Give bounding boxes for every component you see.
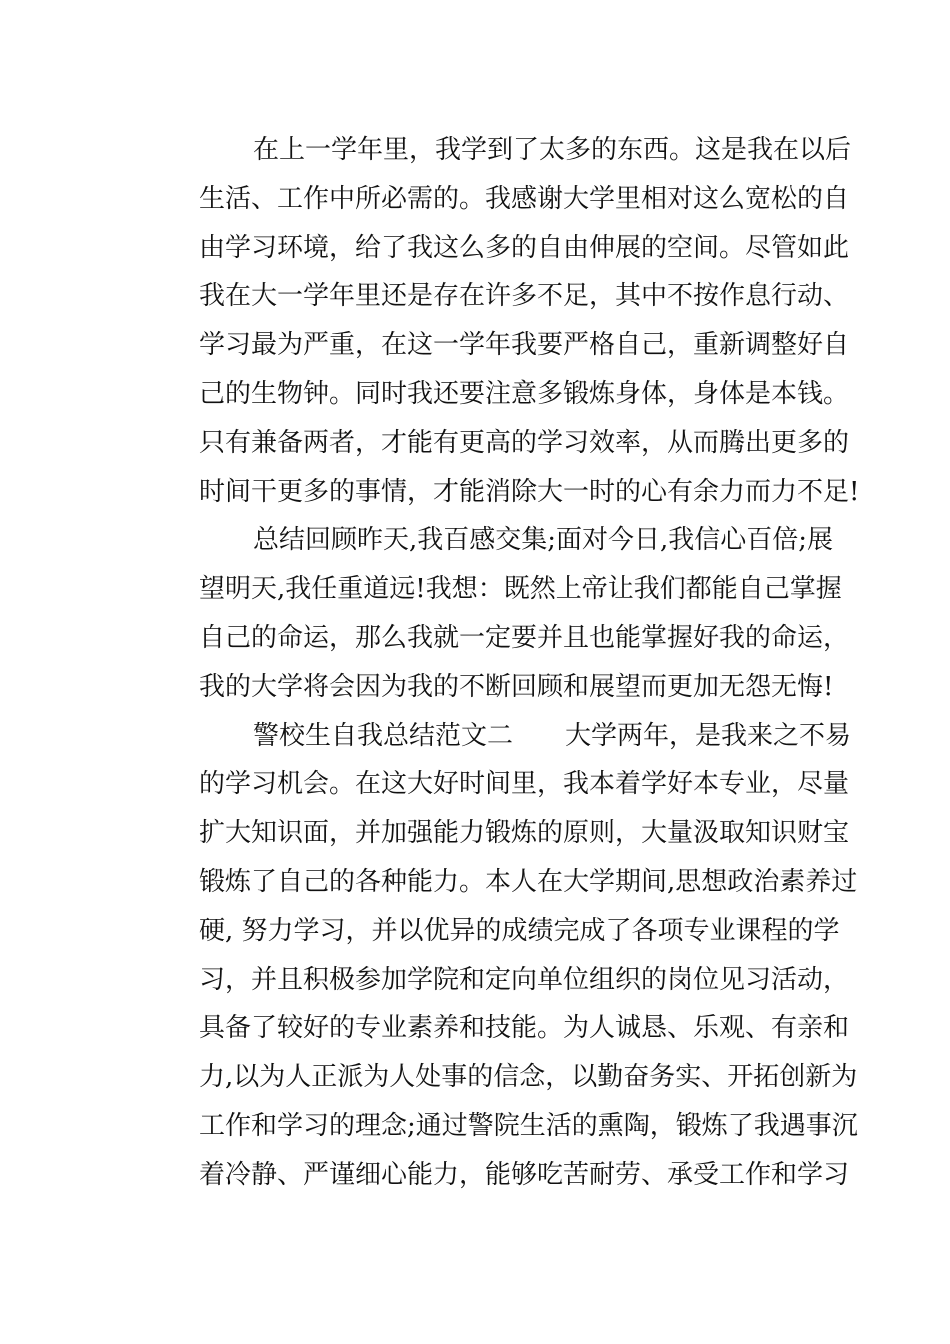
text-line: 扩大知识面，并加强能力锻炼的原则，大量汲取知识财宝 xyxy=(199,818,850,849)
text-line: 我在大一学年里还是存在许多不足，其中不按作息行动、 xyxy=(199,281,850,312)
document-body xyxy=(145,126,860,1200)
text-line: 硬, 努力学习，并以优异的成绩完成了各项专业课程的学 xyxy=(199,915,840,946)
text-line: 自己的命运，那么我就一定要并且也能掌握好我的命运， xyxy=(199,622,850,653)
text-line: 的学习机会。在这大好时间里，我本着学好本专业，尽量 xyxy=(199,769,850,800)
text-line: 力,以为人正派为人处事的信念，以勤奋务实、开拓创新为 xyxy=(199,1062,858,1093)
text-line: 警校生自我总结范文二 大学两年，是我来之不易 xyxy=(253,720,852,751)
text-line: 生活、工作中所必需的。我感谢大学里相对这么宽松的自 xyxy=(199,183,850,214)
text-line: 习，并且积极参加学院和定向单位组织的岗位见习活动， xyxy=(199,964,850,995)
text-line: 我的大学将会因为我的不断回顾和展望而更加无怨无悔! xyxy=(199,671,834,702)
paragraph-3 xyxy=(145,712,858,1200)
text-line: 望明天,我任重道远!我想：既然上帝让我们都能自己掌握 xyxy=(199,574,842,605)
text-line: 只有兼备两者，才能有更高的学习效率，从而腾出更多的 xyxy=(199,427,850,458)
text-line: 己的生物钟。同时我还要注意多锻炼身体，身体是本钱。 xyxy=(199,378,850,409)
text-line: 时间干更多的事情，才能消除大一时的心有余力而力不足! xyxy=(199,476,860,507)
text-line: 由学习环境，给了我这么多的自由伸展的空间。尽管如此 xyxy=(199,232,850,263)
text-line: 工作和学习的理念;通过警院生活的熏陶，锻炼了我遇事沉 xyxy=(199,1110,858,1141)
text-line: 锻炼了自己的各种能力。本人在大学期间,思想政治素养过 xyxy=(199,866,858,897)
text-line: 具备了较好的专业素养和技能。为人诚恳、乐观、有亲和 xyxy=(199,1013,850,1044)
paragraph-1 xyxy=(145,126,860,516)
text-line: 总结回顾昨天,我百感交集;面对今日,我信心百倍;展 xyxy=(253,525,834,556)
text-line: 在上一学年里，我学到了太多的东西。这是我在以后 xyxy=(253,135,852,165)
text-line: 学习最为严重，在这一学年我要严格自己，重新调整好自 xyxy=(199,330,850,361)
paragraph-2 xyxy=(145,516,850,711)
text-line: 着冷静、严谨细心能力，能够吃苦耐劳、承受工作和学习 xyxy=(199,1159,850,1190)
